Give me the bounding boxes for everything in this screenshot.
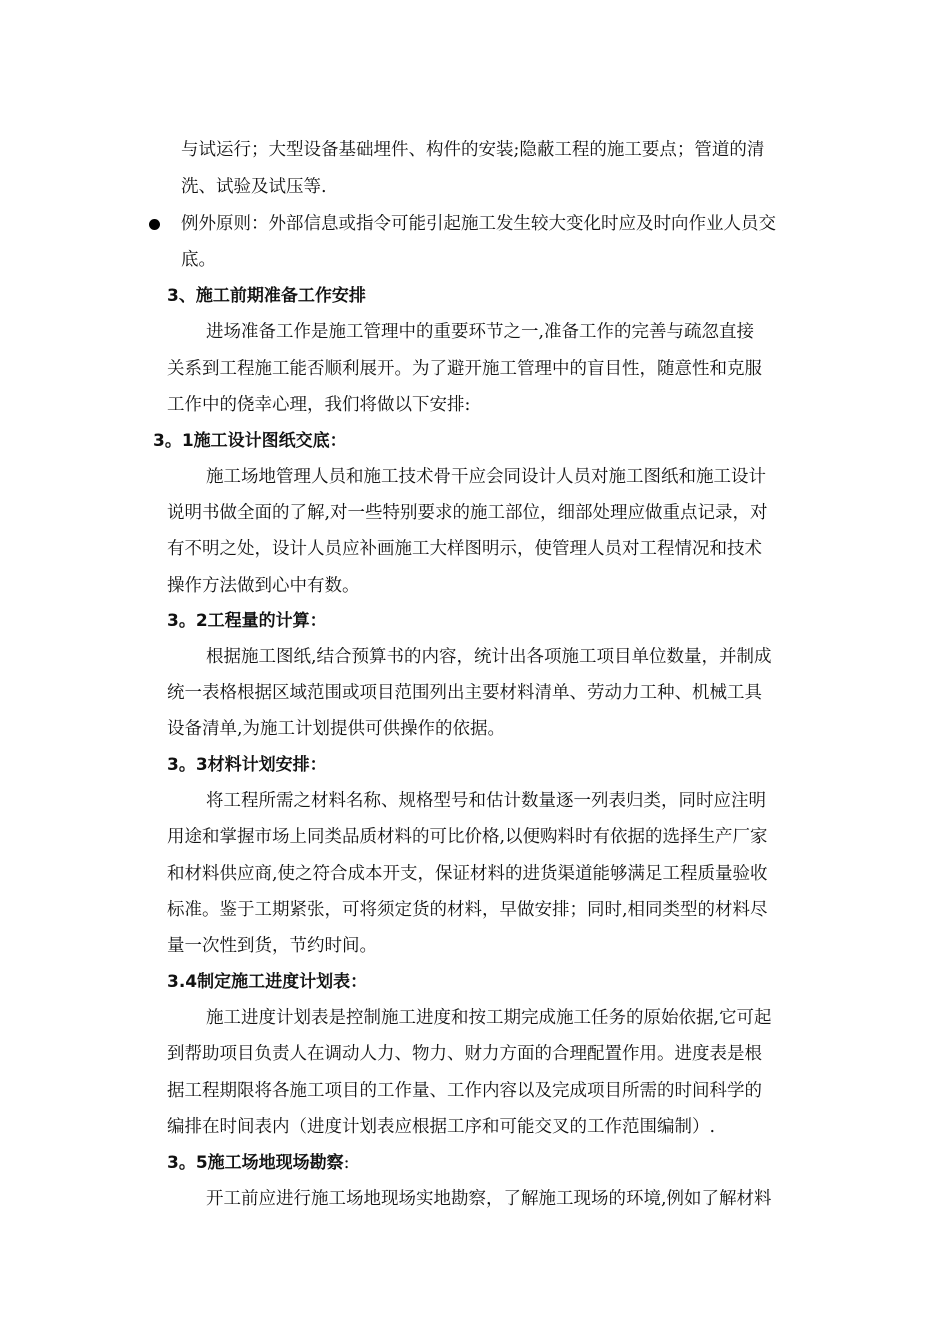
- section-3-4-line-1: 施工进度计划表是控制施工进度和按工期完成施工任务的原始依据,它可起: [206, 1008, 772, 1028]
- section-3-4-line-2: 到帮助项目负责人在调动人力、物力、财力方面的合理配置作用。进度表是根: [167, 1044, 762, 1064]
- section-3-3-line-3: 和材料供应商,使之符合成本开支，保证材料的进货渠道能够满足工程质量验收: [167, 864, 768, 884]
- section-3-2-line-2: 统一表格根据区域范围或项目范围列出主要材料清单、劳动力工种、机械工具: [167, 683, 762, 703]
- section-3-1-line-2: 说明书做全面的了解,对一些特别要求的施工部位，细部处理应做重点记录，对: [167, 503, 768, 523]
- section-3-heading: 3、施工前期准备工作安排: [167, 286, 366, 306]
- section-3-5-heading-row: [167, 1151, 350, 1175]
- section-3-3-heading: 3。3材料计划安排：: [167, 755, 327, 775]
- section-3-3-line-5: 量一次性到货，节约时间。: [167, 936, 377, 956]
- section-3-para-line-1: 进场准备工作是施工管理中的重要环节之一,准备工作的完善与疏忽直接: [206, 322, 755, 342]
- section-3-1-line-1: 施工场地管理人员和施工技术骨干应会同设计人员对施工图纸和施工设计: [206, 467, 766, 487]
- section-3-3-line-2: 用途和掌握市场上同类品质材料的可比价格,以便购料时有依据的选择生产厂家: [167, 827, 768, 847]
- bullet-line-1: 例外原则：外部信息或指令可能引起施工发生较大变化时应及时向作业人员交: [181, 214, 776, 234]
- bullet-dot-icon: [149, 219, 160, 230]
- intro-line-2: 洗、试验及试压等.: [181, 177, 327, 197]
- section-3-para-line-2: 关系到工程施工能否顺利展开。为了避开施工管理中的盲目性，随意性和克服: [167, 359, 762, 379]
- section-3-2-heading: 3。2工程量的计算：: [167, 611, 327, 631]
- section-3-5-heading-colon: :: [343, 1153, 350, 1173]
- section-3-para-line-3: 工作中的侥幸心理，我们将做以下安排:: [167, 395, 471, 415]
- section-3-3-line-1: 将工程所需之材料名称、规格型号和估计数量逐一列表归类，同时应注明: [206, 791, 766, 811]
- section-3-3-line-4: 标准。鉴于工期紧张，可将须定货的材料，早做安排；同时,相同类型的材料尽: [167, 900, 768, 920]
- section-3-2-line-1: 根据施工图纸,结合预算书的内容，统计出各项施工项目单位数量，并制成: [206, 647, 772, 667]
- section-3-5-line-1: 开工前应进行施工场地现场实地勘察，了解施工现场的环境,例如了解材料: [206, 1189, 772, 1209]
- intro-line-1: 与试运行；大型设备基础埋件、构件的安装;隐蔽工程的施工要点；管道的清: [181, 140, 765, 160]
- section-3-1-line-4: 操作方法做到心中有数。: [167, 576, 360, 596]
- section-3-1-heading: 3。1施工设计图纸交底：: [153, 431, 347, 451]
- section-3-1-line-3: 有不明之处，设计人员应补画施工大样图明示，使管理人员对工程情况和技术: [167, 539, 762, 559]
- section-3-4-line-4: 编排在时间表内（进度计划表应根据工序和可能交叉的工作范围编制）.: [167, 1117, 716, 1137]
- section-3-5-heading: 3。5施工场地现场勘察: [167, 1153, 344, 1173]
- section-3-2-line-3: 设备清单,为施工计划提供可供操作的依据。: [167, 719, 506, 739]
- section-3-4-heading: 3.4制定施工进度计划表：: [167, 972, 368, 992]
- bullet-line-2: 底。: [181, 250, 216, 270]
- section-3-4-line-3: 据工程期限将各施工项目的工作量、工作内容以及完成项目所需的时间科学的: [167, 1081, 762, 1101]
